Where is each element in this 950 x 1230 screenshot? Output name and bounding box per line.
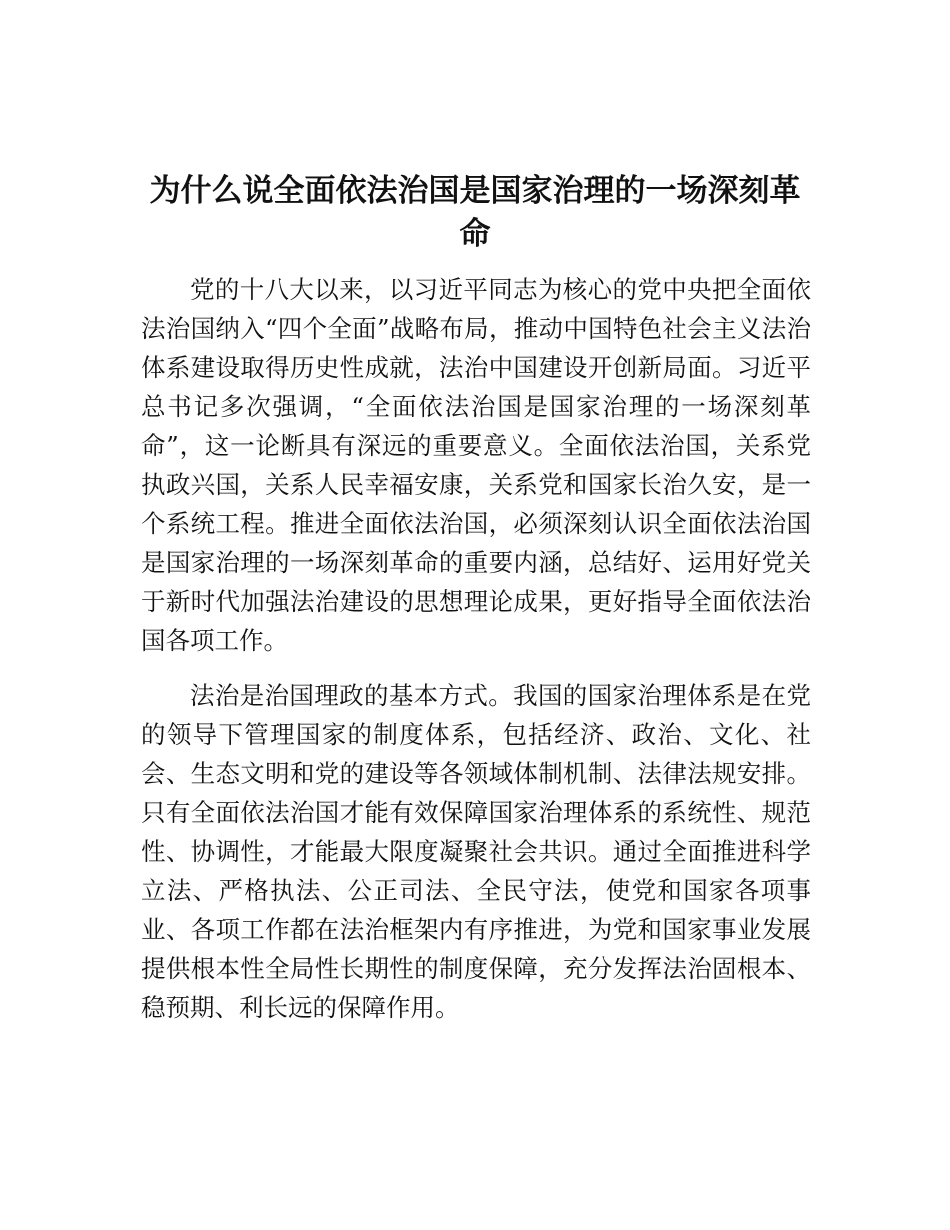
paragraph-1: 党的十八大以来，以习近平同志为核心的党中央把全面依法治国纳入“四个全面”战略布局，推动中国特色社会主义法治体系建设取得历史性成就，法治中国建设开创新局面。习近平总书记多次强调，“全面依法治国是国家治理的一场深刻革命”，这一论断具有深远的重要意义。全面依法治国，关系党执政兴国，关系人民幸福安康，关系党和国家长治久安，是一个系统工程。推进全面依法治国，必须深刻认识全面依法治国是国家治理的一场深刻革命的重要内涵，总结好、运用好党关于新时代加强法治建设的思想理论成果，更好指导全面依法治国各项工作。 [141, 275, 811, 655]
document-body [141, 270, 811, 1043]
paragraph-2: 法治是治国理政的基本方式。我国的国家治理体系是在党的领导下管理国家的制度体系，包括经济、政治、文化、社会、生态文明和党的建设等各领域体制机制、法律法规安排。只有全面依法治国才能有效保障国家治理体系的系统性、规范性、协调性，才能最大限度凝聚社会共识。通过全面推进科学立法、严格执法、公正司法、全民守法，使党和国家各项事业、各项工作都在法治框架内有序推进，为党和国家事业发展提供根本性全局性长期性的制度保障，充分发挥法治固根本、稳预期、利长远的保障作用。 [141, 681, 811, 1022]
document-title: 为什么说全面依法治国是国家治理的一场深刻革命 [149, 173, 801, 252]
